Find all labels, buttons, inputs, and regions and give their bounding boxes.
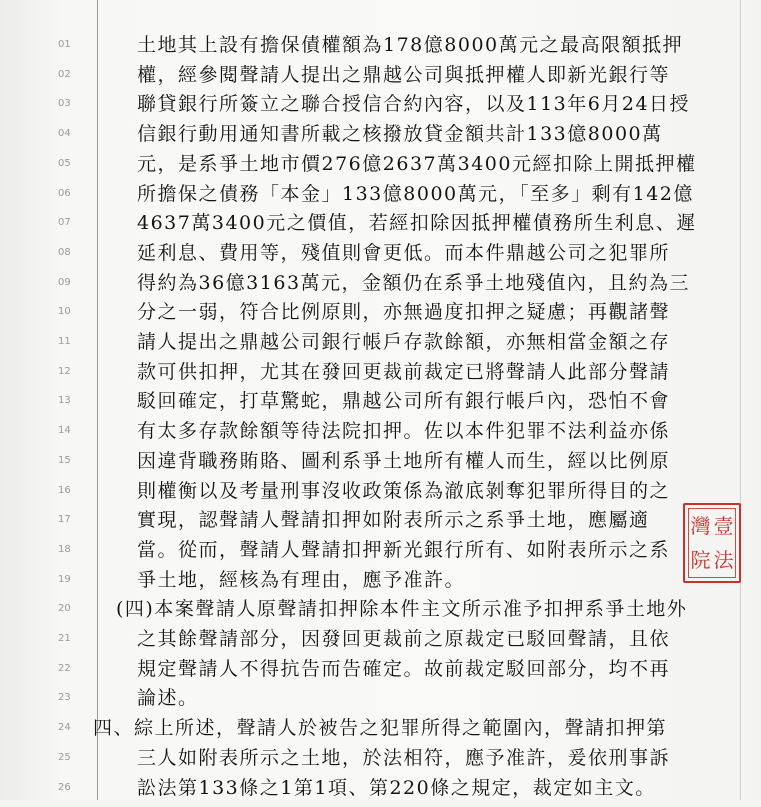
line-text: 駁回確定，打草驚蛇，鼎越公司所有銀行帳戶內，恐怕不會: [137, 390, 671, 413]
line-number: 11: [58, 336, 71, 347]
line-number: 22: [58, 662, 71, 674]
line-text: 三人如附表所示之土地，於法相符，應予准許，爰依刑事訴: [137, 746, 671, 769]
line-number: 17: [58, 514, 71, 526]
seal-char: 灣: [690, 514, 711, 538]
line-text: 有太多存款餘額等待法院扣押。佐以本件犯罪不法利益亦係: [137, 420, 671, 443]
line-text: 信銀行動用通知書所載之核撥放貸金額共計133億8000萬: [137, 123, 663, 146]
line-number: 05: [58, 157, 71, 169]
line-text: 因違背職務賄賂、圖利系爭土地所有權人而生，經以比例原: [137, 449, 671, 472]
line-number: 02: [58, 68, 71, 80]
document-line: [0, 773, 761, 807]
line-number: 01: [58, 39, 71, 50]
line-text: (四)本案聲請人原聲請扣押除本件主文所示准予扣押系爭土地外: [116, 598, 688, 621]
line-text: 實現，認聲請人聲請扣押如附表所示之系爭土地，應屬適: [137, 509, 650, 532]
line-text: 四、綜上所述，聲請人於被告之犯罪所得之範圍內，聲請扣押第: [93, 717, 668, 740]
seal-char: 壹: [713, 514, 734, 538]
line-text: 爭土地，經核為有理由，應予准許。: [137, 568, 466, 591]
line-text: 請人提出之鼎越公司銀行帳戶存款餘額，亦無相當金額之存: [137, 331, 671, 353]
seal-char: 法: [713, 548, 734, 572]
line-number: 18: [58, 543, 71, 555]
line-number: 23: [58, 692, 71, 704]
line-number: 07: [58, 217, 71, 229]
line-number: 24: [58, 722, 71, 734]
line-number: 15: [58, 454, 71, 466]
line-text: 款可供扣押，尤其在發回更裁前裁定已將聲請人此部分聲請: [137, 360, 671, 383]
line-number: 04: [58, 128, 71, 140]
line-text: 當。從而，聲請人聲請扣押新光銀行所有、如附表所示之系: [137, 538, 671, 561]
line-text: 得約為36億3163萬元，金額仍在系爭土地殘值內，且約為三: [137, 271, 691, 294]
court-seal-stamp: [683, 503, 741, 583]
line-number: 09: [58, 276, 71, 288]
line-text: 延利息、費用等，殘值則會更低。而本件鼎越公司之犯罪所: [137, 241, 671, 264]
line-number: 25: [58, 751, 71, 763]
line-number: 21: [58, 633, 71, 644]
line-text: 4637萬3400元之價值，若經扣除因抵押權債務所生利息、遲: [137, 212, 697, 235]
line-number: 26: [58, 781, 71, 793]
line-text: 權，經參閱聲請人提出之鼎越公司與抵押權人即新光銀行等: [137, 63, 671, 86]
line-text: 訟法第133條之1第1項、第220條之規定，裁定如主文。: [137, 776, 656, 799]
line-text: 規定聲請人不得抗告而告確定。故前裁定駁回部分，均不再: [137, 657, 671, 680]
line-number: 06: [58, 187, 71, 199]
line-number: 12: [58, 365, 71, 377]
line-number: 19: [58, 573, 71, 585]
line-number: 03: [58, 98, 71, 110]
line-number: 20: [58, 603, 71, 615]
line-text: 則權衡以及考量刑事沒收政策係為澈底剝奪犯罪所得目的之: [137, 479, 671, 502]
line-number: 14: [58, 425, 71, 437]
seal-char: 院: [690, 548, 711, 572]
line-number: 10: [58, 306, 71, 318]
line-text: 論述。: [137, 687, 199, 710]
line-text: 土地其上設有擔保債權額為178億8000萬元之最高限額抵押: [137, 34, 684, 56]
line-text: 元，是系爭土地市價276億2637萬3400元經扣除上開抵押權: [137, 152, 697, 175]
line-number: 13: [58, 395, 71, 407]
line-text: 聯貸銀行所簽立之聯合授信合約內容，以及113年6月24日授: [137, 93, 691, 116]
line-text: 所擔保之債務「本金」133億8000萬元，「至多」剩有142億: [137, 182, 694, 205]
court-seal-inner: [688, 508, 736, 578]
line-number: 16: [58, 484, 71, 496]
line-number: 08: [58, 246, 71, 258]
line-text: 分之一弱，符合比例原則，亦無過度扣押之疑慮；再觀諸聲: [137, 301, 671, 324]
line-text: 之其餘聲請部分，因發回更裁前之原裁定已駁回聲請，且依: [137, 628, 671, 650]
